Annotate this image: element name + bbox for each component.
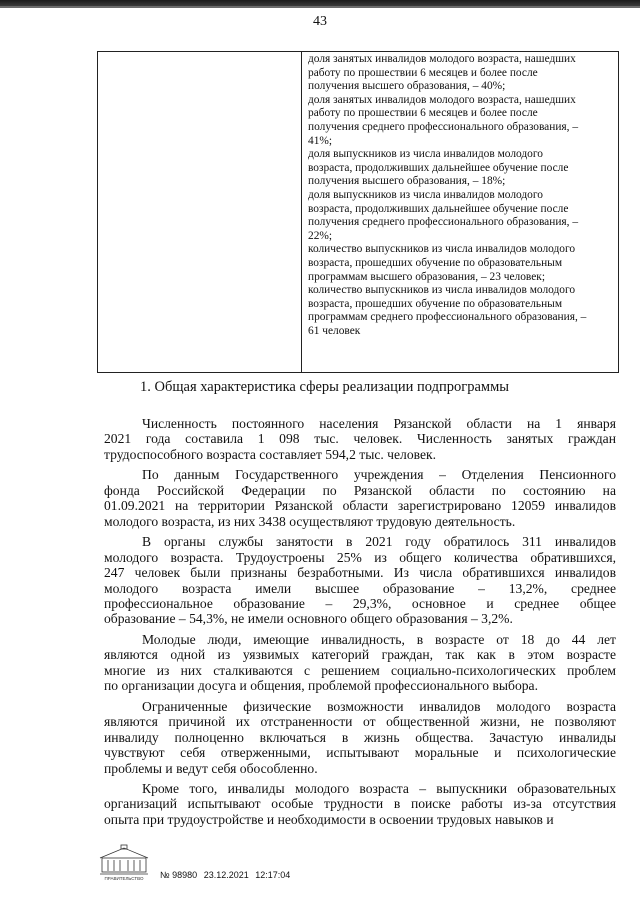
table-cell-line: возраста, прошедших обучение по образовательным xyxy=(308,297,563,310)
table-cell-indicators xyxy=(308,53,616,338)
paragraph-line: молодого возраста имели высшее образование – 13,2%, среднее xyxy=(104,580,616,596)
paragraph-line: 247 человек были признаны безработными. Из числа обратившихся инвалидов xyxy=(104,565,616,581)
table-cell-line: количество выпускников из числа инвалидов молодого xyxy=(308,284,576,297)
stamp-time: 12:17:04 xyxy=(255,870,291,880)
paragraph-line: Ограниченные физические возможности инвалидов молодого возраста xyxy=(142,698,616,714)
table-cell-line: 41%; xyxy=(308,134,333,147)
paragraph-line: 01.09.2021 на территории Рязанской области зарегистрировано 12059 инвалидов xyxy=(104,498,616,514)
table-cell-line: возраста, продолживших дальнейшее обучение после xyxy=(308,161,569,174)
scan-top-edge-shadow xyxy=(0,6,640,8)
table-cell-line: доля выпускников из числа инвалидов молодого xyxy=(308,188,543,201)
paragraph-line: организаций испытывают особые трудности в поиске работы из-за отсутствия xyxy=(104,796,616,812)
table-cell-line: доля занятых инвалидов молодого возраста, нашедших xyxy=(308,93,576,106)
paragraph xyxy=(104,534,616,627)
stamp-date: 23.12.2021 xyxy=(203,870,249,880)
table-cell-line: 22%; xyxy=(308,229,333,242)
paragraph-line: В органы службы занятости в 2021 году обратилось 311 инвалидов xyxy=(142,534,616,550)
paragraph-line: трудоспособного возраста составляет 594,2 тыс. человек. xyxy=(104,446,437,462)
table-cell-line: 61 человек xyxy=(308,324,361,337)
paragraph-line: проблемы и ведут себя обособленно. xyxy=(104,760,318,776)
table-cell-line: работу по прошествии 6 месяцев и более после xyxy=(308,107,538,120)
table-column-divider xyxy=(301,51,302,373)
registration-stamp xyxy=(160,870,294,880)
page-number: 43 xyxy=(313,14,327,29)
paragraph xyxy=(104,699,616,776)
table-cell-line: программам высшего образования, – 23 человек; xyxy=(308,270,545,283)
paragraph-line: фонда Российской Федерации по Рязанской области по состоянию на xyxy=(104,482,616,498)
paragraph-line: Молодые люди, имеющие инвалидность, в возрасте от 18 до 44 лет xyxy=(142,631,616,647)
paragraph-line: являются причиной их отстраненности от общественной жизни, не позволяют xyxy=(104,714,616,730)
paragraph-line: Кроме того, инвалиды молодого возраста – выпускники образовательных xyxy=(142,780,616,796)
table-cell-line: возраста, продолживших дальнейшее обучение после xyxy=(308,202,569,215)
table-cell-line: получения высшего образования, – 40%; xyxy=(308,80,506,93)
paragraph-line: образование – 54,3%, не имели основного общего образования – 3,2%. xyxy=(104,611,513,627)
paragraph-line: молодого возраста, из них 3438 осуществляют трудовую деятельность. xyxy=(104,513,516,529)
paragraph xyxy=(104,781,616,827)
paragraph-line: инвалиду полноценно включаться в жизнь общества. Зачастую инвалиды xyxy=(104,729,616,745)
body-text xyxy=(104,416,616,832)
paragraph-line: являются одной из уязвимых категорий граждан, так как в этом возрасте xyxy=(104,647,616,663)
paragraph-line: чувствуют себя отверженными, испытывают моральные и психологические xyxy=(104,745,616,761)
table-cell-line: доля выпускников из числа инвалидов молодого xyxy=(308,148,543,161)
table-cell-line: программам среднего профессионального образования, – xyxy=(308,311,587,324)
paragraph-line: 2021 года составила 1 098 тыс. человек. Численность занятых граждан xyxy=(104,431,616,447)
paragraph-line: молодого возраста. Трудоустроены 25% из общего количества обратившихся, xyxy=(104,549,616,565)
table-cell-line: получения высшего образования, – 18%; xyxy=(308,175,506,188)
section-heading: 1. Общая характеристика сферы реализации подпрограммы xyxy=(140,379,509,395)
paragraph-line: Численность постоянного населения Рязанской области на 1 января xyxy=(142,416,616,431)
table-cell-line: возраста, прошедших обучение по образовательным xyxy=(308,256,563,269)
table-cell-line: работу по прошествии 6 месяцев и более после xyxy=(308,66,538,79)
emblem-caption: ПРАВИТЕЛЬСТВО xyxy=(104,876,144,881)
table-cell-line: количество выпускников из числа инвалидов молодого xyxy=(308,243,576,256)
paragraph-line: по организации досуга и общения, проблемой профессионального выбора. xyxy=(104,678,538,694)
table-cell-line: доля занятых инвалидов молодого возраста, нашедших xyxy=(308,53,576,65)
table-cell-line: получения среднего профессионального образования, – xyxy=(308,120,579,133)
table-cell-line: получения среднего профессионального образования, – xyxy=(308,216,579,229)
paragraph xyxy=(104,416,616,462)
paragraph xyxy=(104,467,616,529)
paragraph-line: опыта при трудоустройстве и необходимости в освоении трудовых навыков и xyxy=(104,811,554,827)
government-emblem-icon xyxy=(98,844,150,882)
paragraph xyxy=(104,632,616,694)
stamp-doc-mark: № 98980 xyxy=(160,870,198,880)
paragraph-line: По данным Государственного учреждения – Отделения Пенсионного xyxy=(142,467,616,483)
paragraph-line: профессиональное образование – 29,3%, основное и среднее общее xyxy=(104,595,616,611)
paragraph-line: многие из них сталкиваются с решением социально-психологических проблем xyxy=(104,662,616,678)
